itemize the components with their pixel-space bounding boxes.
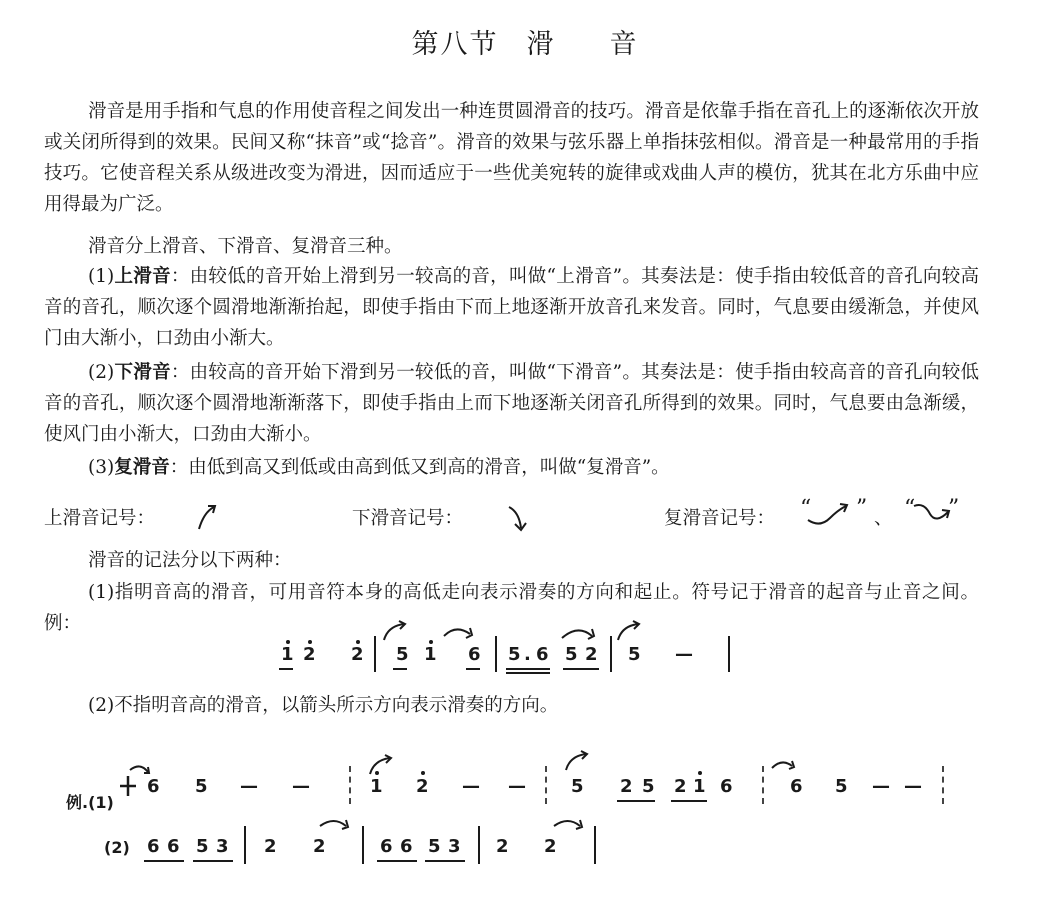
note: 5 xyxy=(196,836,209,857)
up-glide-symbol-label: 上滑音记号： xyxy=(44,508,156,529)
bar-line xyxy=(478,826,480,864)
note: 6 xyxy=(380,836,393,857)
underline xyxy=(563,668,599,670)
item-text: ：由较高的音开始下滑到另一较低的音，叫做“下滑音”。其奏法是：使手指由较高音的音孔向较低音的音孔，顺次逐个圆滑地渐渐落下，即使手指由上而下地逐渐关闭音孔所得到的效果。同时，气息要由急渐缓，使风门由小渐大，口劲由大渐小。 xyxy=(44,362,979,445)
item-number: (1) xyxy=(88,266,115,287)
down-glide-symbol-label: 下滑音记号： xyxy=(352,508,464,529)
notation-intro: 滑音的记法分以下两种： xyxy=(88,550,292,571)
note: 1 xyxy=(281,644,294,665)
note: 6 xyxy=(536,644,549,665)
underline xyxy=(279,668,293,670)
notation-method-1: (1)指明音高的滑音，可用音符本身的高低走向表示滑奏的方向和起止。符号记于滑音的起音与止音之间。例： xyxy=(44,582,979,634)
dash: — xyxy=(904,776,922,797)
bar-line xyxy=(244,826,246,864)
note: 6 xyxy=(147,776,160,797)
note: 5 xyxy=(571,776,584,797)
note: 2 xyxy=(496,836,509,857)
title-part-c: 音 xyxy=(609,29,639,60)
underline xyxy=(466,668,480,670)
note: 2 xyxy=(544,836,557,857)
high-octave-dot xyxy=(286,640,290,644)
dash: — xyxy=(240,776,258,797)
underline xyxy=(617,800,655,802)
glide-symbols-row xyxy=(0,498,1050,538)
up-glide-mark-icon xyxy=(380,620,410,644)
down-glide-mark-icon xyxy=(318,816,354,838)
up-glide-mark-icon xyxy=(562,750,592,774)
note: 5 xyxy=(428,836,441,857)
quote-open: “ xyxy=(800,496,812,521)
keyword-compound-glide: 复滑音 xyxy=(114,457,170,478)
dash: — xyxy=(675,644,693,665)
compound-glide-symbol-label: 复滑音记号： xyxy=(664,508,776,529)
title-part-b: 滑 xyxy=(526,29,556,60)
note: 5 xyxy=(565,644,578,665)
example-label: 例.(1) xyxy=(66,793,114,812)
item-text: ：由低到高又到低或由高到低又到高的滑音，叫做“复滑音”。 xyxy=(169,457,670,478)
high-octave-dot xyxy=(429,640,433,644)
note: . xyxy=(524,644,531,665)
note: 1 xyxy=(370,776,383,797)
underline xyxy=(506,672,550,674)
note: 1 xyxy=(424,644,437,665)
bar-line xyxy=(495,636,497,672)
note: 2 xyxy=(264,836,277,857)
note: 3 xyxy=(216,836,229,857)
down-arrow-icon xyxy=(505,504,529,534)
note: 2 xyxy=(303,644,316,665)
note: 1 xyxy=(693,776,706,797)
dashed-bar-line xyxy=(762,766,764,804)
underline xyxy=(193,860,233,862)
note: 2 xyxy=(351,644,364,665)
keyword-down-glide: 下滑音 xyxy=(114,362,171,383)
paragraph-intro: 滑音是用手指和气息的作用使音程之间发出一种连贯圆滑音的技巧。滑音是依靠手指在音孔上的逐渐依次开放或关闭所得到的效果。民间又称“抹音”或“捻音”。滑音的效果与弦乐器上单指抹弦相似。滑音是一种最常用的手指技巧。它使音程关系从级进改变为滑进，因而适应于一些优美宛转的旋律或戏曲人声的模仿，犹其在北方乐曲中应用得最为广泛。 xyxy=(44,101,979,215)
bar-line xyxy=(728,636,730,672)
note: 3 xyxy=(448,836,461,857)
up-glide-mark-icon xyxy=(614,620,644,644)
note: 5 xyxy=(628,644,641,665)
note: 5 xyxy=(642,776,655,797)
bar-line xyxy=(594,826,596,864)
title-part-a: 第八节 xyxy=(411,29,499,60)
note: 5 xyxy=(396,644,409,665)
underline xyxy=(377,860,417,862)
note: 2 xyxy=(620,776,633,797)
compound-glide-mark-icon xyxy=(560,624,600,646)
up-glide-mark-icon xyxy=(366,754,396,778)
dash: — xyxy=(462,776,480,797)
dashed-bar-line xyxy=(942,766,944,804)
note: 6 xyxy=(720,776,733,797)
note: 2 xyxy=(585,644,598,665)
paragraph-types: 滑音分上滑音、下滑音、复滑音三种。 xyxy=(88,236,403,257)
paragraph-down-glide xyxy=(44,357,979,450)
item-number: (2) xyxy=(88,362,115,383)
note: 6 xyxy=(468,644,481,665)
note: 5 xyxy=(195,776,208,797)
compound-up-arrow-icon xyxy=(806,500,854,530)
paragraph-up-glide xyxy=(44,261,979,354)
note: 5 xyxy=(508,644,521,665)
quote-close: ” xyxy=(948,496,960,521)
dash: — xyxy=(292,776,310,797)
note: 6 xyxy=(400,836,413,857)
example-label: (2) xyxy=(104,838,130,857)
note: 2 xyxy=(416,776,429,797)
paragraph-compound-glide xyxy=(44,452,979,483)
high-octave-dot xyxy=(308,640,312,644)
high-octave-dot xyxy=(375,771,379,775)
down-glide-mark-icon xyxy=(552,816,588,838)
note: 2 xyxy=(674,776,687,797)
notation-method-2: (2)不指明音高的滑音，以箭头所示方向表示滑奏的方向。 xyxy=(88,695,559,716)
underline xyxy=(506,668,550,670)
separator: 、 xyxy=(874,508,893,529)
note: 6 xyxy=(147,836,160,857)
down-glide-mark-icon xyxy=(442,624,478,646)
keyword-up-glide: 上滑音 xyxy=(114,266,171,287)
quote-open: “ xyxy=(904,496,916,521)
underline xyxy=(425,860,465,862)
dashed-bar-line xyxy=(545,766,547,804)
quote-close: ” xyxy=(856,496,868,521)
underline xyxy=(144,860,184,862)
up-arrow-icon xyxy=(196,502,220,532)
high-octave-dot xyxy=(698,771,702,775)
bar-line xyxy=(374,636,376,672)
high-octave-dot xyxy=(356,640,360,644)
note: 2 xyxy=(313,836,326,857)
underline xyxy=(671,800,707,802)
bar-line xyxy=(610,636,612,672)
dash: — xyxy=(508,776,526,797)
item-text: ：由较低的音开始上滑到另一较高的音，叫做“上滑音”。其奏法是：使手指由较低音的音孔向较高音的音孔，顺次逐个圆滑地渐渐抬起，即使手指由下而上地逐渐开放音孔来发音。同时，气息要由缓渐急，并使风门由大渐小，口劲由小渐大。 xyxy=(44,266,979,349)
note: 6 xyxy=(167,836,180,857)
note: 6 xyxy=(790,776,803,797)
dashed-bar-line xyxy=(349,766,351,804)
item-number: (3) xyxy=(88,457,115,478)
dash: — xyxy=(872,776,890,797)
section-title xyxy=(0,22,1050,61)
underline xyxy=(393,668,407,670)
bar-line xyxy=(362,826,364,864)
high-octave-dot xyxy=(421,771,425,775)
note: 5 xyxy=(835,776,848,797)
